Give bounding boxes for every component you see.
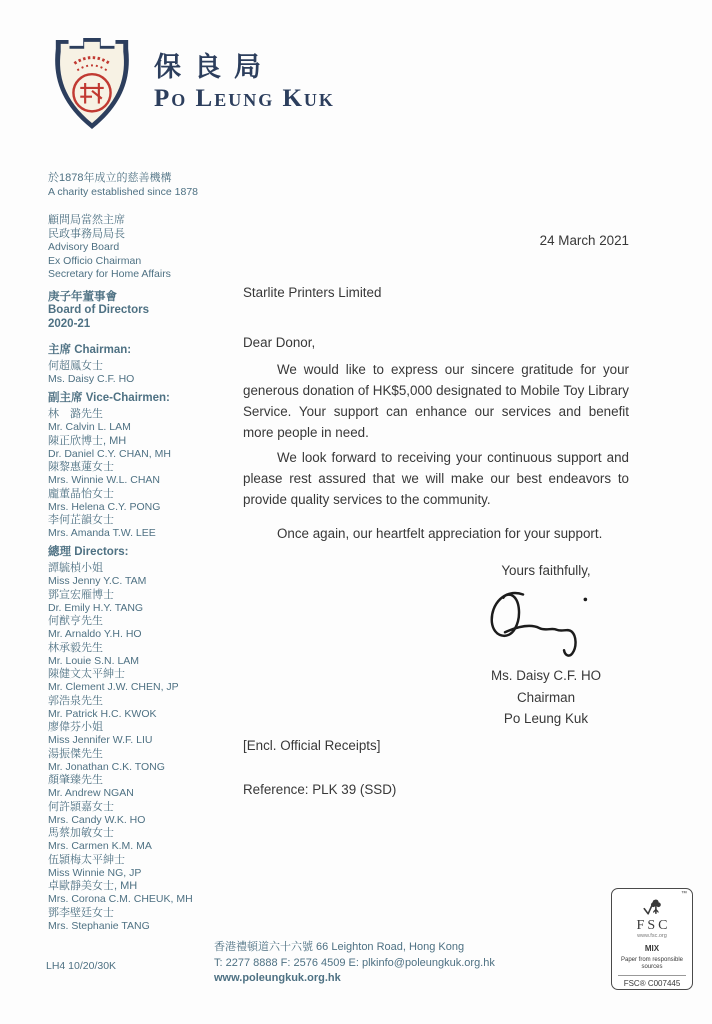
director-entry xyxy=(48,827,240,852)
person-name-zh: 龐董晶怡女士 xyxy=(48,487,114,500)
vice-chairman-entry xyxy=(48,514,240,539)
fsc-mix-label: MIX xyxy=(644,944,660,953)
person-name-zh: 李何芷韻女士 xyxy=(48,514,114,526)
person-name-en: Mr. Andrew NGAN xyxy=(48,787,134,799)
letter-date: 24 March 2021 xyxy=(539,233,629,248)
org-names xyxy=(154,51,335,115)
fsc-brand: FSC xyxy=(636,918,671,933)
director-entry xyxy=(48,668,240,693)
person-name-en: Miss Winnie NG, JP xyxy=(48,866,142,879)
salutation: Dear Donor, xyxy=(243,335,316,350)
person-name-zh: 陳正欣博士, MH xyxy=(48,434,127,447)
established-block xyxy=(48,172,240,199)
board-of-directors-title xyxy=(48,291,240,332)
director-entry xyxy=(48,880,240,905)
person-name-en: Mrs. Helena C.Y. PONG xyxy=(48,500,161,513)
established-en: A charity established since 1878 xyxy=(48,185,199,198)
person-name-zh: 廖偉芬小姐 xyxy=(48,721,103,733)
advisory-line: 顧問局當然主席 xyxy=(48,214,125,226)
person-name-en: Mrs. Amanda T.W. LEE xyxy=(48,527,156,539)
advisory-line: Ex Officio Chairman xyxy=(48,254,142,267)
person-name-en: Dr. Emily H.Y. TANG xyxy=(48,601,144,614)
advisory-line: Advisory Board xyxy=(48,241,120,253)
advisory-line: Secretary for Home Affairs xyxy=(48,268,171,280)
person-name-en: Mr. Patrick H.C. KWOK xyxy=(48,707,157,720)
person-name-zh: 林承毅先生 xyxy=(48,641,103,654)
handwritten-signature-icon xyxy=(471,583,621,665)
fsc-tree-checkmark-icon xyxy=(639,897,665,919)
board-title-en: Board of Directors xyxy=(48,304,149,316)
director-entry xyxy=(48,721,240,746)
person-name-zh: 林 潞先生 xyxy=(48,408,103,420)
fsc-trademark-symbol: ™ xyxy=(681,891,687,897)
org-name-en: Po Leung Kuk xyxy=(154,85,335,112)
person-name-en: Mr. Arnaldo Y.H. HO xyxy=(48,628,142,640)
person-name-zh: 伍頴梅太平紳士 xyxy=(48,853,125,866)
person-name-zh: 顏肇臻先生 xyxy=(48,774,103,786)
person-name-en: Mr. Louie S.N. LAM xyxy=(48,654,140,667)
person-name-zh: 陳黎惠蓮女士 xyxy=(48,461,114,473)
person-name-zh: 卓歐靜美女士, MH xyxy=(48,880,138,892)
person-name-zh: 湯振傑先生 xyxy=(48,747,103,760)
director-entry xyxy=(48,562,240,587)
person-name-zh: 陳健文太平紳士 xyxy=(48,668,125,680)
print-code: LH4 10/20/30K xyxy=(46,960,117,972)
established-zh: 於1878年成立的慈善機構 xyxy=(48,172,172,184)
org-name-zh: 保良局 xyxy=(154,52,274,82)
paragraph-1: We would like to express our sincere gratitude for your generous donation of HK$5,000 designated to Mobile Toy Library Service. Your support can enhance our services and benefit more people in need. xyxy=(243,362,629,440)
signer-block xyxy=(451,665,641,730)
footer-contact-block xyxy=(214,940,495,987)
footer-contacts: T: 2277 8888 F: 2576 4509 E: plkinfo@poleungkuk.org.hk xyxy=(214,956,495,969)
director-entry xyxy=(48,907,240,932)
person-name-en: Mr. Jonathan C.K. TONG xyxy=(48,760,165,773)
person-name-zh: 何許頴嘉女士 xyxy=(48,800,114,813)
footer-address: 香港禮頓道六十六號 66 Leighton Road, Hong Kong xyxy=(214,941,465,953)
advisory-board-block xyxy=(48,214,240,282)
vice-chairmen-heading: 副主席 Vice-Chairmen: xyxy=(48,392,170,404)
fsc-cert-number: FSC® C007445 xyxy=(618,975,686,989)
person-name-en: Mr. Calvin L. LAM xyxy=(48,421,131,433)
fsc-label xyxy=(611,888,693,990)
vice-chairman-entry xyxy=(48,461,240,486)
letterhead xyxy=(48,34,335,132)
footer-website: www.poleungkuk.org.hk xyxy=(214,972,341,984)
director-entry xyxy=(48,748,240,773)
person-name-en: Mrs. Corona C.M. CHEUK, MH xyxy=(48,893,193,905)
recipient-name: Starlite Printers Limited xyxy=(243,285,382,300)
directors-heading: 總理 Directors: xyxy=(48,546,129,558)
vice-chairman-entry xyxy=(48,408,240,433)
director-entry xyxy=(48,642,240,667)
vice-chairman-entry xyxy=(48,435,240,460)
plk-shield-emblem-icon xyxy=(48,34,136,132)
signer-name: Ms. Daisy C.F. HO xyxy=(490,668,602,683)
signer-title: Chairman xyxy=(516,689,576,705)
person-name-en: Ms. Daisy C.F. HO xyxy=(48,373,135,385)
board-title-zh: 庚子年董事會 xyxy=(48,290,117,303)
director-entry xyxy=(48,615,240,640)
fsc-tagline: Paper from responsible sources xyxy=(620,957,684,970)
signer-org: Po Leung Kuk xyxy=(503,711,589,726)
person-name-en: Mrs. Winnie W.L. CHAN xyxy=(48,474,161,486)
paragraph-3: Once again, our heartfelt appreciation for your support. xyxy=(277,526,603,541)
chairman-entry xyxy=(48,360,240,385)
person-name-en: Mr. Clement J.W. CHEN, JP xyxy=(48,681,179,693)
reference-line: Reference: PLK 39 (SSD) xyxy=(243,781,397,797)
closing-phrase: Yours faithfully, xyxy=(501,563,591,578)
person-name-zh: 何超鳳女士 xyxy=(48,360,103,372)
person-name-en: Mrs. Candy W.K. HO xyxy=(48,813,146,826)
person-name-en: Mrs. Carmen K.M. MA xyxy=(48,840,152,852)
person-name-en: Mrs. Stephanie TANG xyxy=(48,919,150,932)
person-name-en: Miss Jenny Y.C. TAM xyxy=(48,575,147,587)
person-name-zh: 譚毓楨小姐 xyxy=(48,562,103,574)
enclosure-note: [Encl. Official Receipts] xyxy=(243,737,381,753)
board-year: 2020-21 xyxy=(48,317,91,330)
director-entry xyxy=(48,774,240,799)
director-entry xyxy=(48,695,240,720)
person-name-zh: 馬蔡加敏女士 xyxy=(48,827,114,839)
letter-body xyxy=(243,233,629,798)
advisory-line: 民政事務局局長 xyxy=(48,227,125,240)
director-entry xyxy=(48,589,240,614)
vice-chairman-entry xyxy=(48,488,240,513)
closing-block xyxy=(451,561,641,730)
person-name-zh: 郭浩泉先生 xyxy=(48,694,103,707)
paragraph-2: We look forward to receiving your continuous support and please rest assured that we will make our best endeavors to provide quality services to the community. xyxy=(243,450,629,507)
person-name-en: Dr. Daniel C.Y. CHAN, MH xyxy=(48,447,171,460)
director-entry xyxy=(48,854,240,879)
left-column xyxy=(48,172,240,933)
fsc-url: www.fsc.org xyxy=(637,933,667,939)
chairman-heading: 主席 Chairman: xyxy=(48,344,132,356)
person-name-zh: 鄧李壁廷女士 xyxy=(48,906,114,919)
director-entry xyxy=(48,801,240,826)
person-name-zh: 鄧宣宏雁博士 xyxy=(48,588,114,601)
person-name-en: Miss Jennifer W.F. LIU xyxy=(48,734,153,746)
person-name-zh: 何猷亨先生 xyxy=(48,615,103,627)
